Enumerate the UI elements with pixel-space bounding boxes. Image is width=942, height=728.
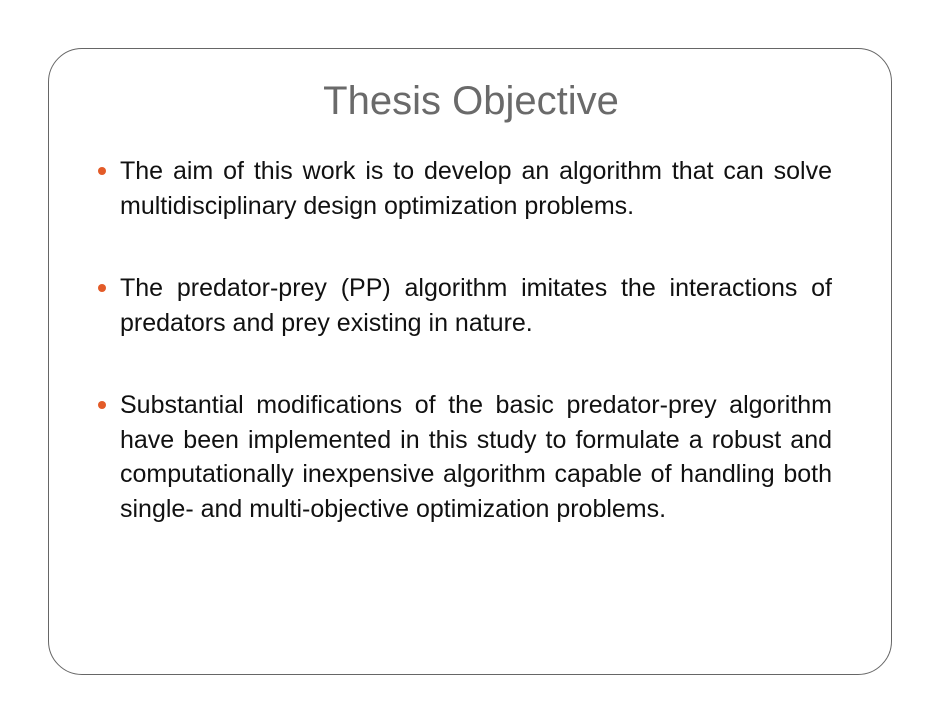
bullet-dot-icon bbox=[98, 284, 106, 292]
bullet-text-aim: The aim of this work is to develop an algorithm that can solve multidisciplinary design optimization problems. bbox=[120, 157, 832, 220]
bullet-text-modifications: Substantial modifications of the basic predator-prey algorithm have been implemented in this study to formulate a robust and computationally inexpensive algorithm capable of handling both single- and multi-objective optimization problems. bbox=[120, 391, 832, 523]
bullet-text-predator-prey: The predator-prey (PP) algorithm imitates the interactions of predators and prey existing in nature. bbox=[120, 274, 832, 337]
bullet-item-predator-prey bbox=[96, 271, 832, 340]
bullet-item-modifications bbox=[96, 388, 832, 526]
bullet-item-aim bbox=[96, 154, 832, 223]
bullet-list bbox=[96, 154, 832, 574]
bullet-dot-icon bbox=[98, 401, 106, 409]
slide-title: Thesis Objective bbox=[323, 79, 619, 123]
bullet-dot-icon bbox=[98, 167, 106, 175]
